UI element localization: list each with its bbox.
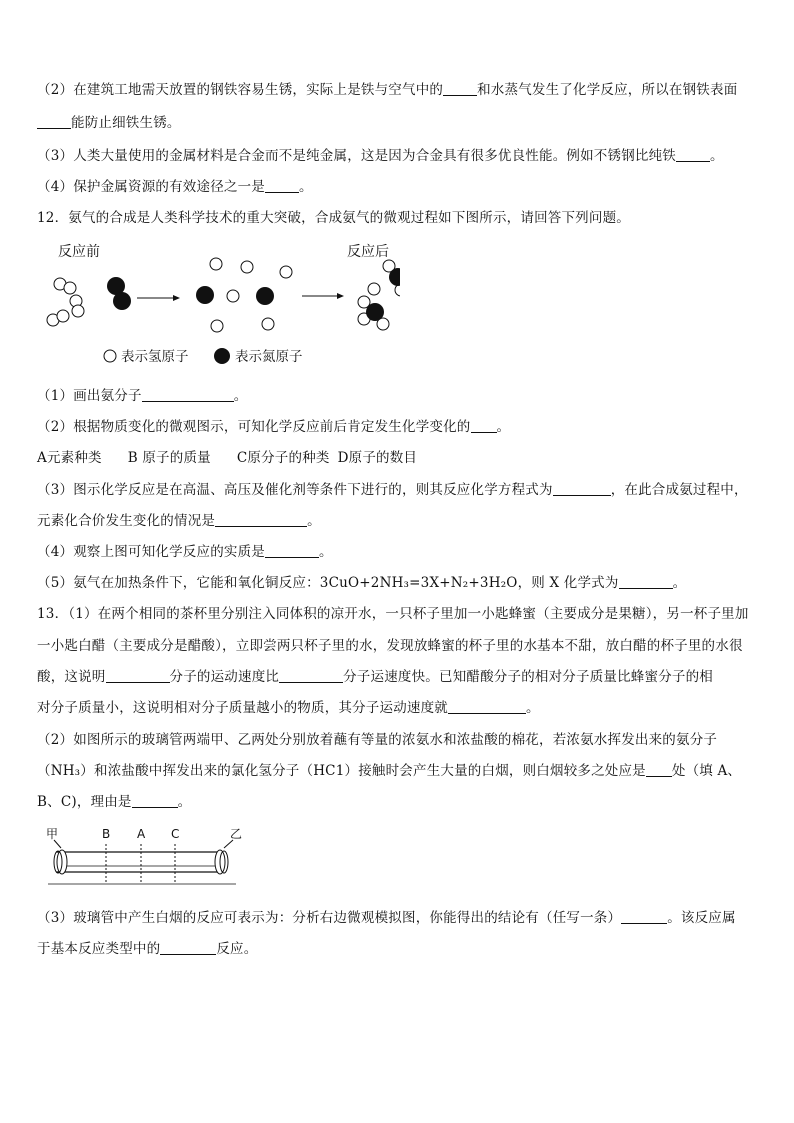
answer-blank[interactable] — [142, 387, 234, 402]
answer-blank[interactable] — [215, 512, 307, 527]
answer-blank[interactable] — [106, 668, 170, 683]
hydrogen-atom — [64, 282, 76, 294]
answer-blank[interactable] — [471, 418, 497, 433]
answer-blank[interactable] — [132, 793, 178, 808]
q11-part3: （3）人类大量使用的金属材料是合金而不是纯金属，这是因为合金具有很多优良性能。例如不锈钢比纯铁 。 — [37, 148, 724, 164]
legend-nitrogen: 表示氮原子 — [235, 349, 303, 365]
label-a: A — [137, 827, 146, 841]
q13-line3: 酸，这说明 分子的运动速度比 分子运速度快。已知醋酸分子的相对分子质量比蜂蜜分子的相 — [37, 669, 714, 685]
hydrogen-atom — [280, 266, 292, 278]
hydrogen-atom — [72, 305, 84, 317]
q13-line1: 13．（1）在两个相同的茶杯里分别注入同体积的凉开水，一只杯子里加一小匙蜂蜜（主要成分是果糖），另一杯子里加 — [37, 606, 749, 622]
pointer-line — [224, 840, 233, 848]
choice-b[interactable]: B 原子的质量 — [127, 450, 211, 466]
answer-blank[interactable] — [37, 114, 71, 129]
hydrogen-atom — [210, 258, 222, 270]
q12-choices — [37, 448, 764, 468]
answer-blank[interactable] — [443, 81, 477, 96]
label-yi: 乙 — [230, 827, 243, 841]
answer-blank[interactable] — [279, 668, 343, 683]
answer-blank[interactable] — [619, 574, 673, 589]
nitrogen-atom — [113, 292, 131, 310]
hydrogen-molecules-before — [47, 278, 84, 326]
arrow-head-icon — [337, 293, 344, 299]
answer-blank[interactable] — [676, 147, 710, 162]
hydrogen-legend-icon — [104, 350, 116, 362]
label-c: C — [171, 827, 180, 841]
q13-line2: 一小匙白醋（主要成分是醋酸），立即尝两只杯子里的水，发现放蜂蜜的杯子里的水基本不甜，放白醋的杯子里的水很 — [37, 638, 743, 654]
label-b: B — [102, 827, 111, 841]
answer-blank[interactable] — [448, 699, 526, 714]
label-jia: 甲 — [46, 827, 59, 841]
answer-blank[interactable] — [621, 909, 667, 924]
hydrogen-atom — [57, 310, 69, 322]
pointer-line — [54, 840, 61, 848]
answer-blank[interactable] — [553, 481, 611, 496]
q12-stem: 12．氨气的合成是人类科学技术的重大突破，合成氨气的微观过程如下图所示，请回答下列问题。 — [37, 210, 630, 226]
ammonia-molecule — [358, 296, 389, 330]
answer-blank[interactable] — [265, 543, 319, 558]
q12-sub4: （4）观察上图可知化学反应的实质是 。 — [37, 544, 333, 560]
q12-sub3-line2: 元素化合价发生变化的情况是 。 — [37, 513, 321, 529]
q13-part3-line2: 于基本反应类型中的 反应。 — [37, 941, 258, 957]
q12-sub5: （5）氨气在加热条件下，它能和氧化铜反应：3CuO+2NH₃=3X+N₂+3H₂O，则 X 化学式为 。 — [37, 575, 687, 591]
hydrogen-atom — [211, 320, 223, 332]
q13-part3-line1: （3）玻璃管中产生白烟的反应可表示为：分析右边微观模拟图，你能得出的结论有（任写一条） 。该反应属 — [37, 910, 736, 926]
hydrogen-atom — [241, 261, 253, 273]
nitrogen-atom — [196, 286, 214, 304]
q12-sub1: （1）画出氨分子 。 — [37, 388, 248, 404]
q11-part2-line2: 能防止细铁生锈。 — [37, 113, 764, 133]
answer-blank[interactable] — [160, 940, 216, 955]
choice-a[interactable]: A元素种类 — [37, 450, 102, 466]
ammonia-molecule — [368, 260, 400, 296]
q11-part4: （4）保护金属资源的有效途径之一是 。 — [37, 179, 313, 195]
ammonia-synthesis-diagram — [40, 236, 400, 370]
q13-part2-line1: （2）如图所示的玻璃管两端甲、乙两处分别放着蘸有等量的浓氨水和浓盐酸的棉花，若浓氨水挥发出来的氨分子 — [37, 732, 718, 748]
label-after: 反应后 — [347, 244, 389, 260]
nitrogen-legend-icon — [214, 348, 230, 364]
hydrogen-atoms-middle — [210, 258, 292, 332]
q13-part2-line2: （NH₃）和浓盐酸中挥发出来的氯化氢分子（HC1）接触时会产生大量的白烟，则白烟较多之处应是 处（填 A、 — [37, 763, 742, 779]
answer-blank[interactable] — [646, 762, 672, 777]
q11-part2-line1: （2）在建筑工地需天放置的钢铁容易生锈，实际上是铁与空气中的 和水蒸气发生了化学反应，所以在钢铁表面 — [37, 82, 738, 98]
hydrogen-atom — [262, 318, 274, 330]
q12-sub2: （2）根据物质变化的微观图示，可知化学反应前后肯定发生化学变化的 。 — [37, 419, 511, 435]
q13-line4: 对分子质量小，这说明相对分子质量越小的物质，其分子运动速度就 。 — [37, 700, 540, 716]
choice-d[interactable]: D原子的数目 — [337, 450, 418, 466]
choice-c[interactable]: C原分子的种类 — [236, 450, 330, 466]
arrow-head-icon — [173, 295, 180, 301]
q12-sub3-line1: （3）图示化学反应是在高温、高压及催化剂等条件下进行的，则其反应化学方程式为 ，在此合成氨过程中， — [37, 482, 748, 498]
glass-tube-diagram — [40, 822, 250, 892]
answer-blank[interactable] — [265, 178, 299, 193]
q13-part2-line3: B、C)，理由是 。 — [37, 794, 192, 810]
label-before: 反应前 — [58, 244, 100, 260]
legend-hydrogen: 表示氢原子 — [121, 349, 189, 365]
hydrogen-atom — [227, 290, 239, 302]
nitrogen-atom — [256, 287, 274, 305]
